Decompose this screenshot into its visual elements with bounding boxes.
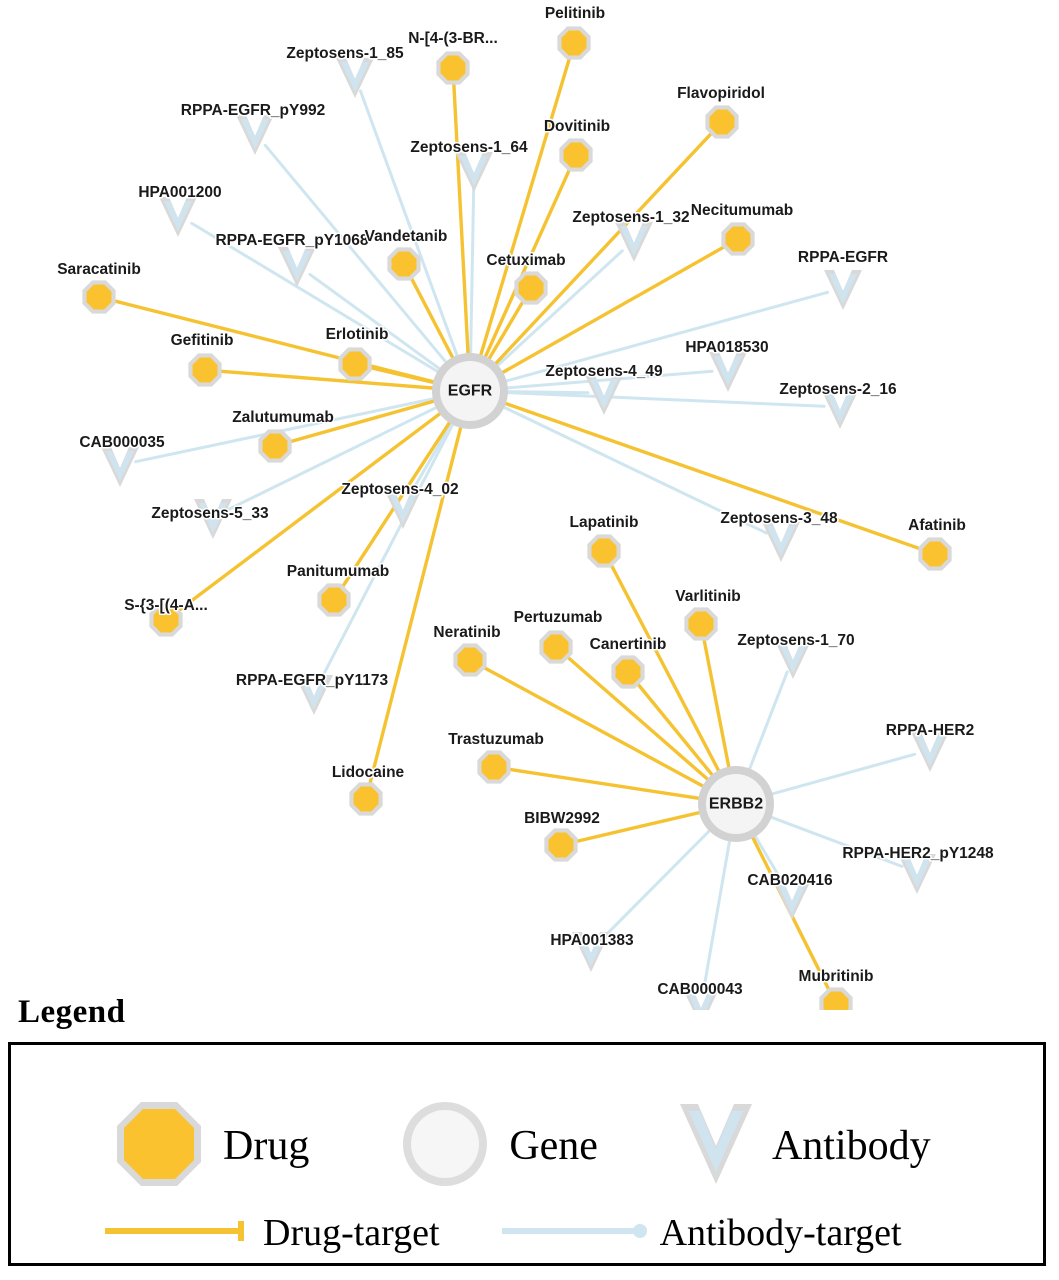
- antibody-node[interactable]: [709, 352, 747, 392]
- antibody-node[interactable]: [101, 447, 139, 487]
- antibody-label: HPA001200: [138, 184, 222, 201]
- drug-label: BIBW2992: [524, 810, 600, 827]
- drug-octagon-icon: [343, 352, 368, 377]
- drug-node[interactable]: [918, 537, 951, 570]
- drug-octagon-icon: [726, 227, 751, 252]
- antibody-target-edge: [765, 754, 915, 796]
- drug-node[interactable]: [477, 750, 510, 783]
- drug-label: Mubritinib: [798, 968, 874, 985]
- drug-octagon-icon: [392, 252, 417, 277]
- legend-shapes-row: [11, 1091, 1043, 1201]
- drug-label: Necitumumab: [690, 202, 794, 219]
- drug-node[interactable]: [539, 630, 572, 663]
- drug-target-edge: [454, 84, 469, 361]
- legend-box: [8, 1042, 1046, 1266]
- antibody-label: HPA018530: [685, 339, 769, 356]
- drug-label: Panitumumab: [286, 563, 390, 580]
- drug-target-edge: [510, 769, 707, 799]
- antibody-target-edge: [747, 672, 787, 776]
- drug-octagon-icon: [544, 635, 569, 660]
- legend-edges-row: [11, 1205, 1043, 1261]
- drug-target-edge: [638, 684, 717, 780]
- antibody-label: Zeptosens-1_70: [737, 632, 855, 649]
- legend-label-antibody-target: Antibody-target: [659, 1212, 902, 1254]
- drug-node[interactable]: [705, 105, 738, 138]
- antibody-label: Zeptosens-5_33: [151, 505, 269, 522]
- antibody-label: Zeptosens-2_16: [779, 381, 897, 398]
- drug-octagon-icon: [482, 755, 507, 780]
- drug-label: Varlitinib: [675, 588, 741, 605]
- drug-node[interactable]: [587, 534, 620, 567]
- drug-label: Canertinib: [589, 636, 667, 653]
- drug-octagon-icon: [689, 612, 714, 637]
- antibody-node[interactable]: [159, 197, 197, 237]
- antibody-label: Zeptosens-4_49: [545, 363, 663, 380]
- antibody-label: RPPA-EGFR_pY1173: [235, 672, 389, 689]
- drug-octagon-icon: [322, 588, 347, 613]
- drug-label: Zalutumumab: [232, 409, 334, 426]
- drug-label: Flavopiridol: [677, 85, 765, 102]
- drug-label: Trastuzumab: [448, 731, 544, 748]
- drug-octagon-icon: [87, 285, 112, 310]
- gene-circle-icon: [397, 1096, 493, 1197]
- drug-node[interactable]: [544, 828, 577, 861]
- drug-label: Lidocaine: [331, 764, 405, 781]
- drug-node[interactable]: [258, 429, 291, 462]
- drug-octagon-icon: [592, 539, 617, 564]
- drug-octagon-icon: [616, 660, 641, 685]
- drug-octagon-icon: [111, 1096, 207, 1197]
- drug-label: N-[4-(3-BR...: [408, 30, 498, 47]
- legend-label-drug: Drug: [223, 1123, 310, 1169]
- antibody-node[interactable]: [615, 222, 653, 262]
- drug-label: Afatinib: [908, 517, 966, 534]
- antibody-label: RPPA-EGFR_pY1068: [215, 232, 369, 249]
- drug-target-edge-icon: [103, 1217, 253, 1250]
- drug-octagon-icon: [710, 110, 735, 135]
- drug-octagon-icon: [923, 542, 948, 567]
- drug-label: Cetuximab: [486, 252, 566, 269]
- drug-target-edge: [479, 58, 570, 362]
- gene-label: ERBB2: [708, 795, 764, 813]
- drug-node[interactable]: [721, 222, 754, 255]
- antibody-target-edge: [602, 825, 715, 938]
- antibody-label: Zeptosens-4_02: [341, 481, 459, 498]
- drug-label: Lapatinib: [569, 514, 639, 531]
- antibody-label: RPPA-HER2: [885, 722, 975, 739]
- legend-item-antibody: [676, 1096, 931, 1197]
- legend-item-drug-target: [103, 1211, 440, 1255]
- drug-label: Erlotinib: [325, 326, 389, 343]
- drug-label: S-{3-[(4-A...: [124, 597, 208, 614]
- antibody-chevron-icon: [676, 1096, 756, 1197]
- legend-item-gene: [397, 1096, 598, 1197]
- drug-octagon-icon: [549, 833, 574, 858]
- legend-item-antibody-target: [500, 1211, 902, 1255]
- antibody-node[interactable]: [824, 270, 862, 310]
- antibody-node[interactable]: [278, 247, 316, 287]
- drug-label: Dovitinib: [543, 118, 611, 135]
- drug-octagon-icon: [263, 434, 288, 459]
- drug-node[interactable]: [82, 280, 115, 313]
- legend-label-drug-target: Drug-target: [263, 1212, 440, 1254]
- drug-octagon-icon: [564, 143, 589, 168]
- drug-target-edge: [498, 401, 920, 549]
- drug-label: Gefitinib: [170, 332, 234, 349]
- drug-node[interactable]: [317, 583, 350, 616]
- gene-label: EGFR: [447, 382, 493, 400]
- drug-octagon-icon: [519, 276, 544, 301]
- drug-label: Saracatinib: [57, 261, 141, 278]
- drug-target-edge: [371, 368, 441, 384]
- drug-octagon-icon: [562, 31, 587, 56]
- antibody-target-edge: [310, 274, 446, 373]
- drug-node[interactable]: [387, 247, 420, 280]
- drug-octagon-icon: [441, 56, 466, 81]
- antibody-target-edge: [471, 186, 474, 361]
- drug-octagon-icon: [193, 358, 218, 383]
- drug-node[interactable]: [338, 347, 371, 380]
- drug-label: Neratinib: [433, 624, 501, 641]
- drug-node[interactable]: [514, 271, 547, 304]
- antibody-label: CAB020416: [747, 872, 833, 889]
- drug-node[interactable]: [819, 987, 852, 1010]
- antibody-node[interactable]: [336, 58, 374, 98]
- antibody-target-edge-icon: [500, 1217, 650, 1250]
- legend-title: Legend: [18, 994, 126, 1030]
- legend-item-drug: [111, 1096, 309, 1197]
- drug-node[interactable]: [611, 655, 644, 688]
- drug-label: Pertuzumab: [513, 609, 603, 626]
- antibody-node[interactable]: [762, 522, 800, 562]
- drug-node[interactable]: [349, 782, 382, 815]
- legend-label-antibody: Antibody: [771, 1123, 931, 1169]
- drug-label: Vandetanib: [364, 228, 448, 245]
- drug-label: Pelitinib: [544, 5, 606, 22]
- antibody-label: Zeptosens-1_64: [410, 139, 528, 156]
- drug-node[interactable]: [188, 353, 221, 386]
- antibody-label: RPPA-HER2_pY1248: [842, 845, 994, 862]
- antibody-target-edge: [704, 834, 731, 990]
- drug-target-edge: [704, 640, 730, 775]
- antibody-label: Zeptosens-3_48: [720, 510, 838, 527]
- antibody-target-edge: [500, 392, 824, 406]
- antibody-label: Zeptosens-1_32: [572, 209, 690, 226]
- drug-node[interactable]: [453, 643, 486, 676]
- antibody-label: HPA001383: [550, 932, 634, 949]
- drug-node[interactable]: [557, 26, 590, 59]
- drug-node[interactable]: [684, 607, 717, 640]
- drug-node[interactable]: [436, 51, 469, 84]
- antibody-label: Zeptosens-1_85: [286, 45, 404, 62]
- antibody-label: RPPA-EGFR_pY992: [180, 102, 326, 119]
- antibody-label: CAB000035: [79, 434, 165, 451]
- drug-node[interactable]: [559, 138, 592, 171]
- drug-octagon-icon: [354, 787, 379, 812]
- drug-octagon-icon: [458, 648, 483, 673]
- antibody-label: CAB000043: [657, 981, 743, 998]
- antibody-label: RPPA-EGFR: [797, 249, 889, 266]
- legend-label-gene: Gene: [509, 1123, 598, 1169]
